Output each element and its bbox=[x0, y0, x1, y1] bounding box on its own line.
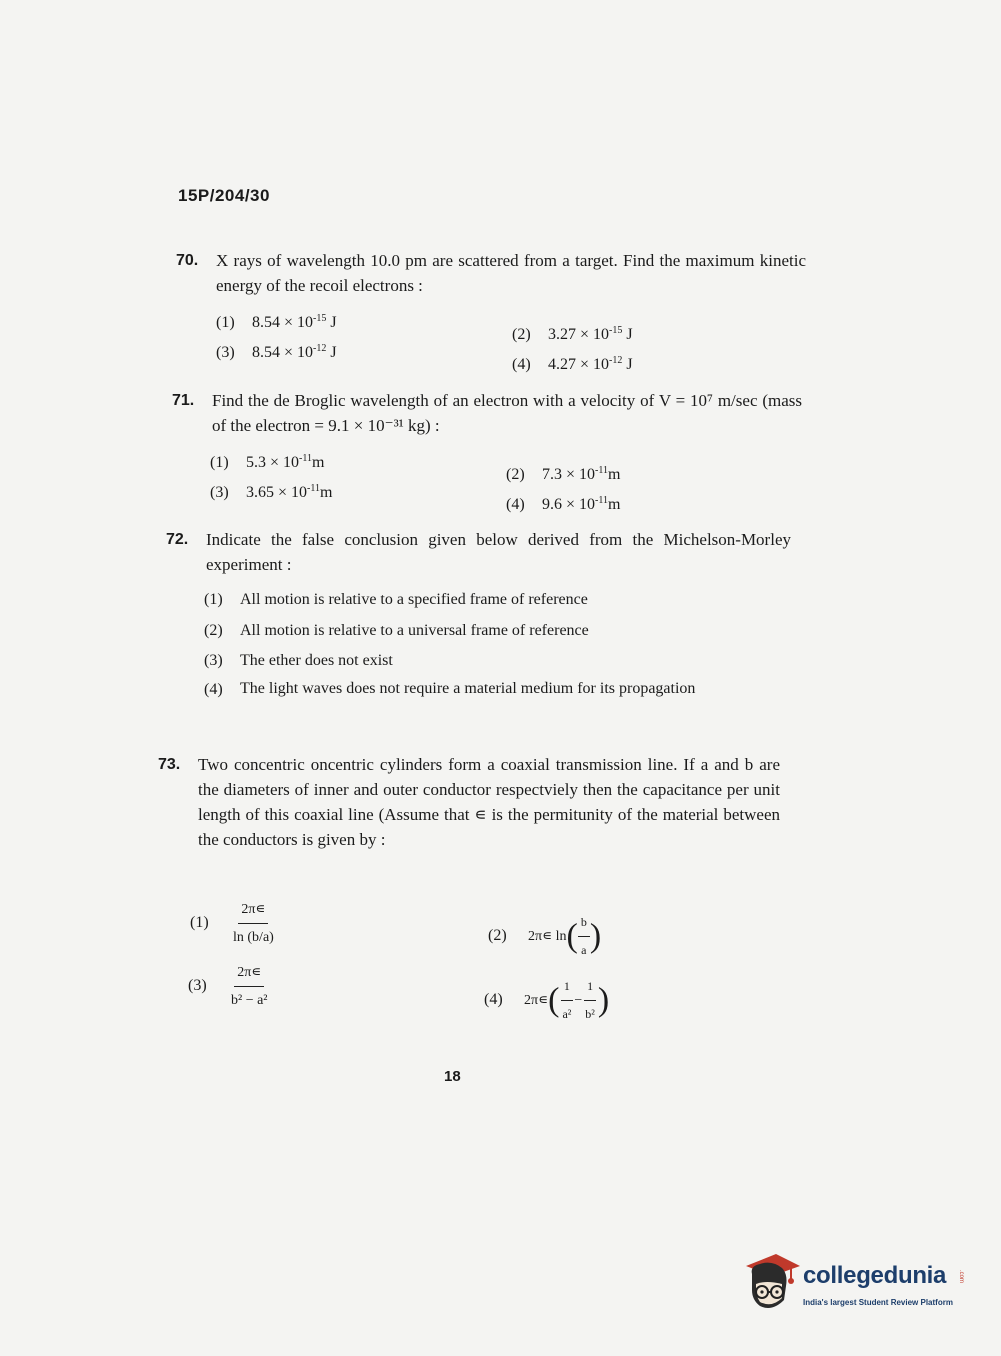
graduate-face-icon bbox=[742, 1250, 802, 1316]
option-1 bbox=[204, 587, 588, 612]
question-text: Indicate the false conclusion given below derived from the Michelson-Morley experiment : bbox=[206, 530, 791, 574]
fraction-numerator: 1 bbox=[561, 974, 573, 1001]
option-4 bbox=[484, 974, 609, 1027]
option-number: (1) bbox=[204, 591, 223, 608]
option-text: The ether does not exist bbox=[240, 652, 393, 669]
option-value: 4.27 × 10 bbox=[548, 356, 610, 373]
option-number: (4) bbox=[204, 681, 223, 698]
option-prefix: 2π∊ bbox=[524, 993, 549, 1009]
option-prefix: 2π∊ ln bbox=[528, 929, 567, 945]
option-number: (3) bbox=[210, 484, 229, 501]
option-exponent: -12 bbox=[313, 343, 327, 354]
option-3 bbox=[210, 476, 332, 505]
option-value: 3.27 × 10 bbox=[548, 326, 610, 343]
logo-suffix: .com bbox=[958, 1270, 964, 1284]
option-2 bbox=[506, 458, 620, 487]
left-paren: ( bbox=[566, 917, 578, 955]
question-number: 70. bbox=[176, 252, 199, 269]
paper-code: 15P/204/30 bbox=[178, 186, 270, 205]
option-number: (1) bbox=[190, 914, 209, 932]
question-number: 71. bbox=[172, 392, 195, 409]
fraction-numerator: b bbox=[578, 910, 590, 937]
option-4 bbox=[512, 348, 633, 377]
question-text: X rays of wavelength 10.0 pm are scattered from a target. Find the maximum kinetic energy of the recoil electrons : bbox=[216, 251, 806, 295]
option-text: The light waves does not require a material medium for its propagation bbox=[240, 680, 696, 697]
option-2 bbox=[512, 318, 633, 347]
option-exponent: -12 bbox=[609, 355, 623, 366]
option-value: 5.3 × 10 bbox=[246, 454, 300, 471]
fraction-denominator: a bbox=[581, 943, 587, 957]
option-1 bbox=[210, 446, 324, 475]
option-number: (2) bbox=[488, 927, 507, 945]
right-paren: ) bbox=[597, 981, 610, 1019]
option-3 bbox=[216, 336, 337, 365]
question-text: Find the de Broglic wavelength of an electron with a velocity of V = 10⁷ m/sec (mass of the electron = 9.1 × 10⁻³¹ kg) : bbox=[212, 391, 802, 435]
minus-sign: − bbox=[574, 993, 583, 1009]
option-fraction bbox=[230, 897, 277, 950]
option-exponent: -11 bbox=[595, 465, 608, 476]
option-unit: J bbox=[326, 344, 337, 361]
option-number: (4) bbox=[512, 356, 531, 373]
option-number: (3) bbox=[204, 652, 223, 669]
option-number: (4) bbox=[484, 991, 503, 1009]
option-exponent: -15 bbox=[609, 325, 623, 336]
question-text: Two concentric oncentric cylinders form a coaxial transmission line. If a and b are the diameters of inner and outer conductor respectviely then the capacitance per unit length of this coaxial line (Assume that ∊ is the permitunity of the material between the conductors is given by : bbox=[198, 755, 780, 849]
logo-tagline: India's largest Student Review Platform bbox=[803, 1298, 953, 1307]
option-value: 8.54 × 10 bbox=[252, 344, 314, 361]
fraction-denominator: ln (b/a) bbox=[233, 930, 274, 945]
option-number: (4) bbox=[506, 496, 525, 513]
question-number: 73. bbox=[158, 756, 181, 773]
option-3 bbox=[204, 648, 393, 673]
fraction-numerator: 2π∊ bbox=[238, 897, 268, 924]
fraction-numerator: 2π∊ bbox=[234, 960, 264, 987]
option-unit: m bbox=[608, 466, 621, 483]
collegedunia-logo[interactable] bbox=[742, 1250, 972, 1320]
option-fraction-1 bbox=[559, 974, 574, 1027]
option-2 bbox=[204, 618, 589, 643]
question-73 bbox=[160, 752, 800, 1032]
question-70 bbox=[178, 248, 808, 378]
question-72 bbox=[168, 527, 798, 727]
fraction-denominator: b² − a² bbox=[231, 993, 268, 1008]
option-unit: m bbox=[320, 484, 333, 501]
option-number: (2) bbox=[506, 466, 525, 483]
option-unit: J bbox=[326, 314, 337, 331]
option-exponent: -11 bbox=[307, 483, 320, 494]
option-number: (2) bbox=[512, 326, 531, 343]
page-number: 18 bbox=[444, 1068, 461, 1085]
option-unit: m bbox=[312, 454, 325, 471]
option-value: 8.54 × 10 bbox=[252, 314, 314, 331]
option-text: All motion is relative to a universal frame of reference bbox=[240, 622, 589, 639]
option-unit: J bbox=[622, 356, 633, 373]
option-value: 3.65 × 10 bbox=[246, 484, 308, 501]
option-1 bbox=[216, 306, 337, 335]
option-text: All motion is relative to a specified frame of reference bbox=[240, 591, 588, 608]
option-4 bbox=[506, 488, 620, 517]
option-number: (3) bbox=[188, 977, 207, 995]
option-exponent: -11 bbox=[595, 495, 608, 506]
left-paren: ( bbox=[548, 981, 560, 1019]
option-number: (2) bbox=[204, 622, 223, 639]
option-4 bbox=[204, 677, 784, 702]
option-number: (1) bbox=[210, 454, 229, 471]
option-exponent: -11 bbox=[299, 453, 312, 464]
option-1 bbox=[190, 897, 277, 950]
option-number: (1) bbox=[216, 314, 235, 331]
fraction-numerator: 1 bbox=[584, 974, 596, 1001]
option-value: 9.6 × 10 bbox=[542, 496, 596, 513]
option-number: (3) bbox=[216, 344, 235, 361]
question-71 bbox=[174, 388, 804, 518]
fraction-denominator: a² bbox=[562, 1007, 572, 1021]
option-unit: m bbox=[608, 496, 621, 513]
question-number: 72. bbox=[166, 531, 189, 548]
option-exponent: -15 bbox=[313, 313, 327, 324]
option-value: 7.3 × 10 bbox=[542, 466, 596, 483]
option-fraction bbox=[228, 960, 271, 1013]
option-3 bbox=[188, 960, 271, 1013]
fraction-denominator: b² bbox=[585, 1007, 595, 1021]
right-paren: ) bbox=[589, 917, 602, 955]
option-unit: J bbox=[622, 326, 633, 343]
logo-wordmark: collegedunia bbox=[803, 1262, 947, 1289]
option-2 bbox=[488, 910, 601, 963]
option-fraction bbox=[578, 910, 590, 963]
option-fraction-2 bbox=[582, 974, 598, 1027]
